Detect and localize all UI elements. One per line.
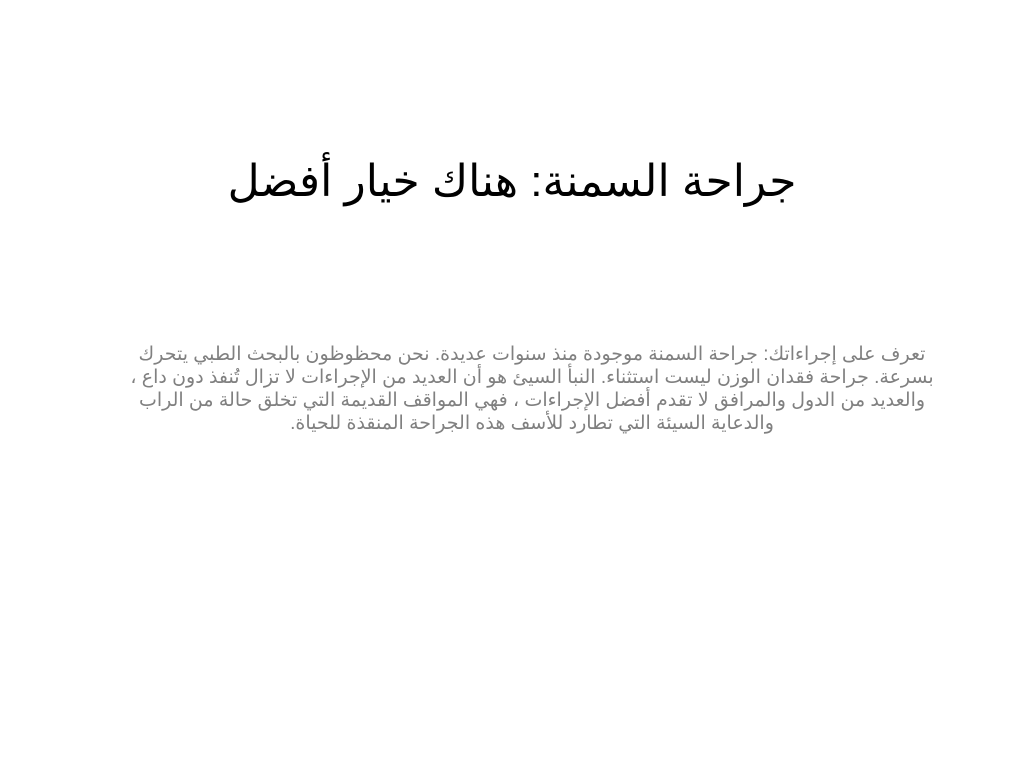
slide-title: جراحة السمنة: هناك خيار أفضل	[227, 157, 797, 206]
slide-body-text: تعرف على إجراءاتك: جراحة السمنة موجودة منذ سنوات عديدة. نحن محظوظون بالبحث الطبي يتحرك بسرعة. جراحة فقدان الوزن ليست استثناء. النبأ السيئ هو أن العديد من الإجراءات لا تزال تُنفذ دون داع ، والعديد من الدول والمرافق لا تقدم أفضل الإجراءات ، فهي المواقف القديمة التي تخلق حالة من الراب والدعاية السيئة التي تطارد للأسف هذه الجراحة المنقذة للحياة.	[130, 344, 934, 434]
